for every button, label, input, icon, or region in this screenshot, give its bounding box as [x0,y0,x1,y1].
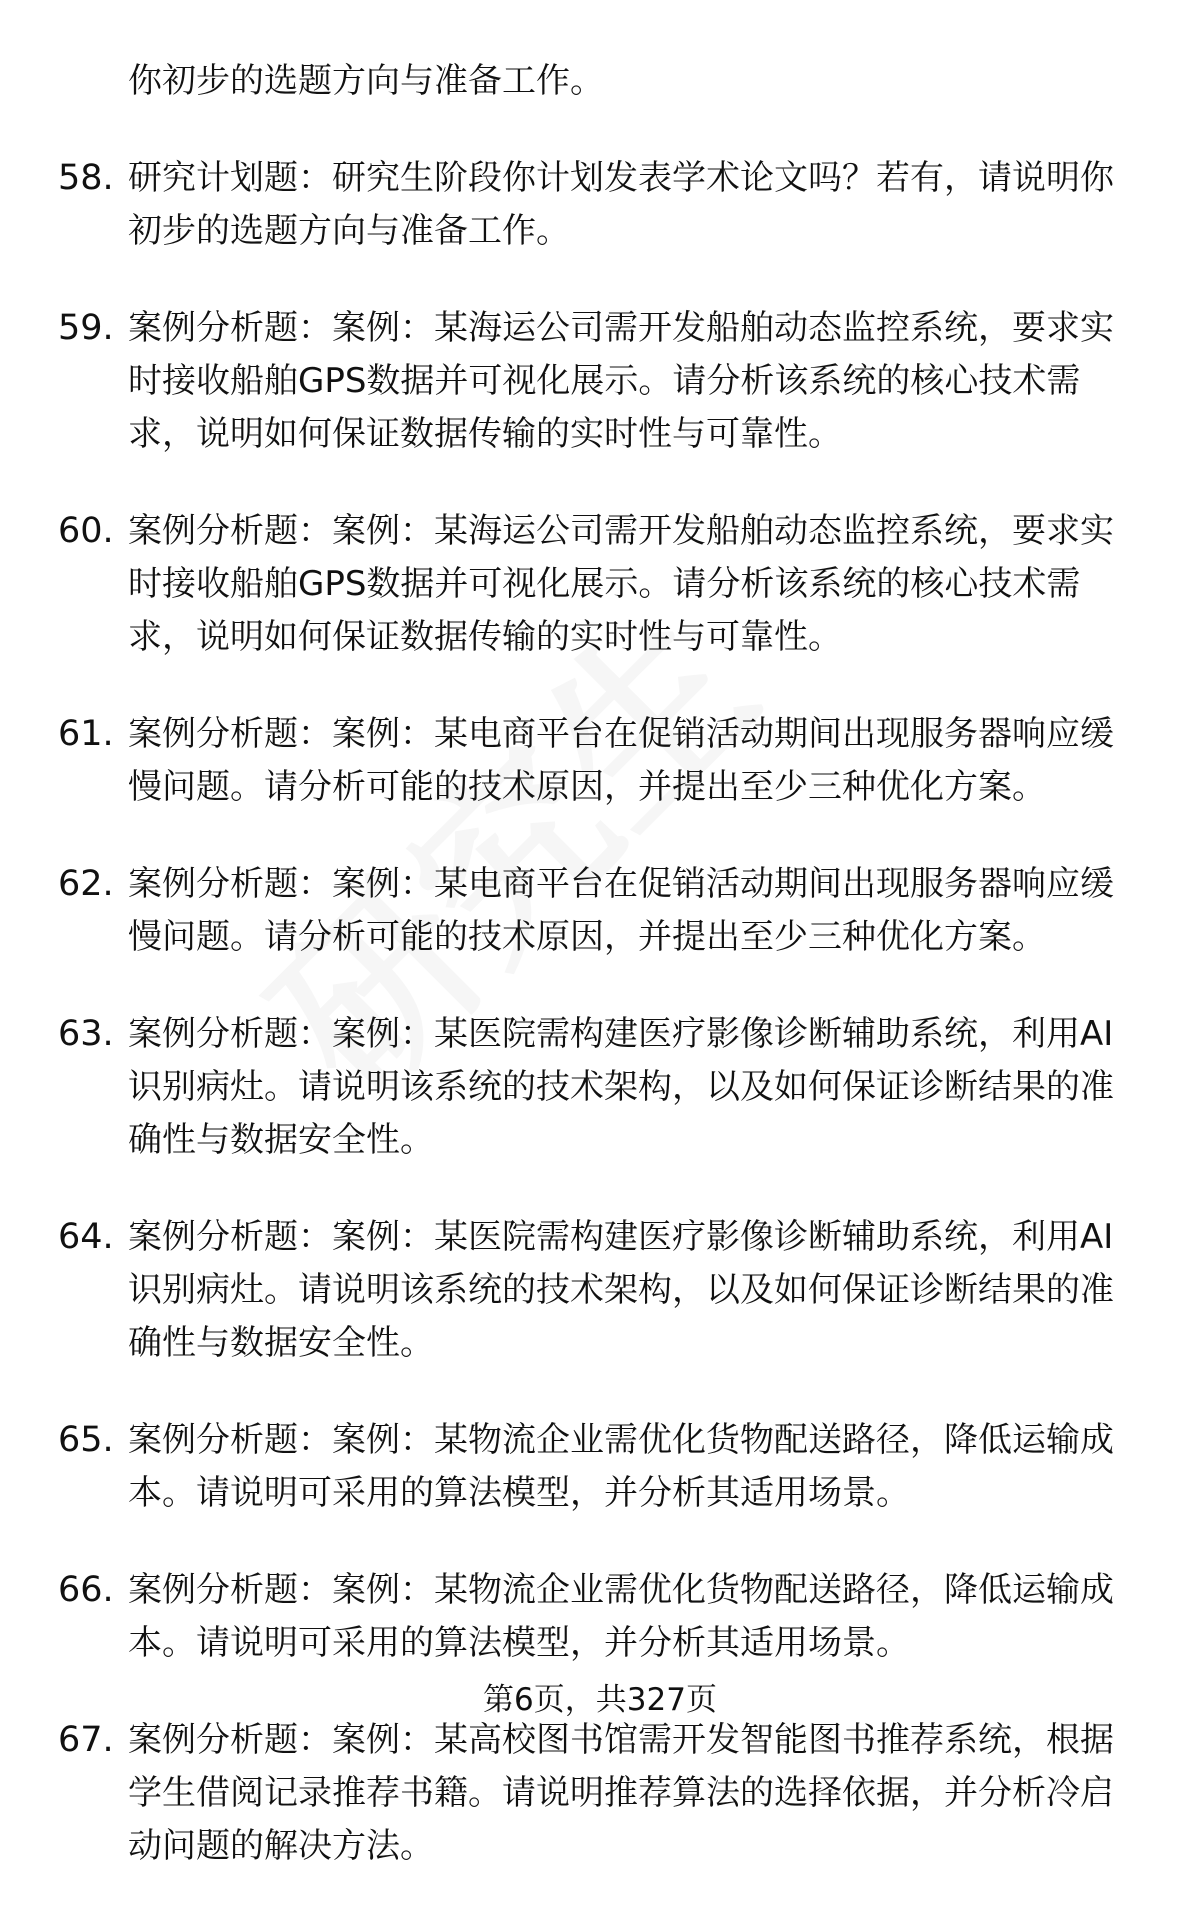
item-text: 案例分析题：案例：某电商平台在促销活动期间出现服务器响应缓慢问题。请分析可能的技术原因，并提出至少三种优化方案。 [128,714,1114,807]
item-number: 61. [58,714,114,754]
item-number: 64. [58,1217,114,1257]
item-number: 66. [58,1570,114,1610]
item-number: 58. [58,158,114,198]
continuation-text: 你初步的选题方向与准备工作。 [128,61,604,101]
list-item [58,1008,1148,1167]
item-text: 案例分析题：案例：某医院需构建医疗影像诊断辅助系统，利用AI识别病灶。请说明该系统的技术架构，以及如何保证诊断结果的准确性与数据安全性。 [128,1014,1114,1160]
item-text: 案例分析题：案例：某医院需构建医疗影像诊断辅助系统，利用AI识别病灶。请说明该系统的技术架构，以及如何保证诊断结果的准确性与数据安全性。 [128,1217,1114,1363]
item-number: 63. [58,1014,114,1054]
item-number: 59. [58,308,114,348]
item-text: 案例分析题：案例：某物流企业需优化货物配送路径，降低运输成本。请说明可采用的算法模型，并分析其适用场景。 [128,1570,1114,1663]
list-item [58,1714,1148,1873]
list-item [58,858,1148,964]
item-text: 案例分析题：案例：某高校图书馆需开发智能图书推荐系统，根据学生借阅记录推荐书籍。请说明推荐算法的选择依据，并分析冷启动问题的解决方法。 [128,1720,1114,1866]
item-text: 案例分析题：案例：某海运公司需开发船舶动态监控系统，要求实时接收船舶GPS数据并可视化展示。请分析该系统的核心技术需求，说明如何保证数据传输的实时性与可靠性。 [128,511,1114,657]
list-item [58,302,1148,461]
list-item [58,708,1148,814]
list-item [58,1414,1148,1520]
item-number: 62. [58,864,114,904]
item-number: 65. [58,1420,114,1460]
question-list [58,55,1148,1917]
page-footer: 第6页，共327页 [483,1682,717,1718]
item-number: 60. [58,511,114,551]
item-text: 案例分析题：案例：某物流企业需优化货物配送路径，降低运输成本。请说明可采用的算法模型，并分析其适用场景。 [128,1420,1114,1513]
item-text: 案例分析题：案例：某海运公司需开发船舶动态监控系统，要求实时接收船舶GPS数据并可视化展示。请分析该系统的核心技术需求，说明如何保证数据传输的实时性与可靠性。 [128,308,1114,454]
list-item [58,152,1148,258]
list-item [58,505,1148,664]
item-text: 案例分析题：案例：某电商平台在促销活动期间出现服务器响应缓慢问题。请分析可能的技术原因，并提出至少三种优化方案。 [128,864,1114,957]
item-text: 研究计划题：研究生阶段你计划发表学术论文吗？若有，请说明你初步的选题方向与准备工作。 [128,158,1114,251]
list-item [58,1211,1148,1370]
item-number: 67. [58,1720,114,1760]
list-item [58,1564,1148,1670]
